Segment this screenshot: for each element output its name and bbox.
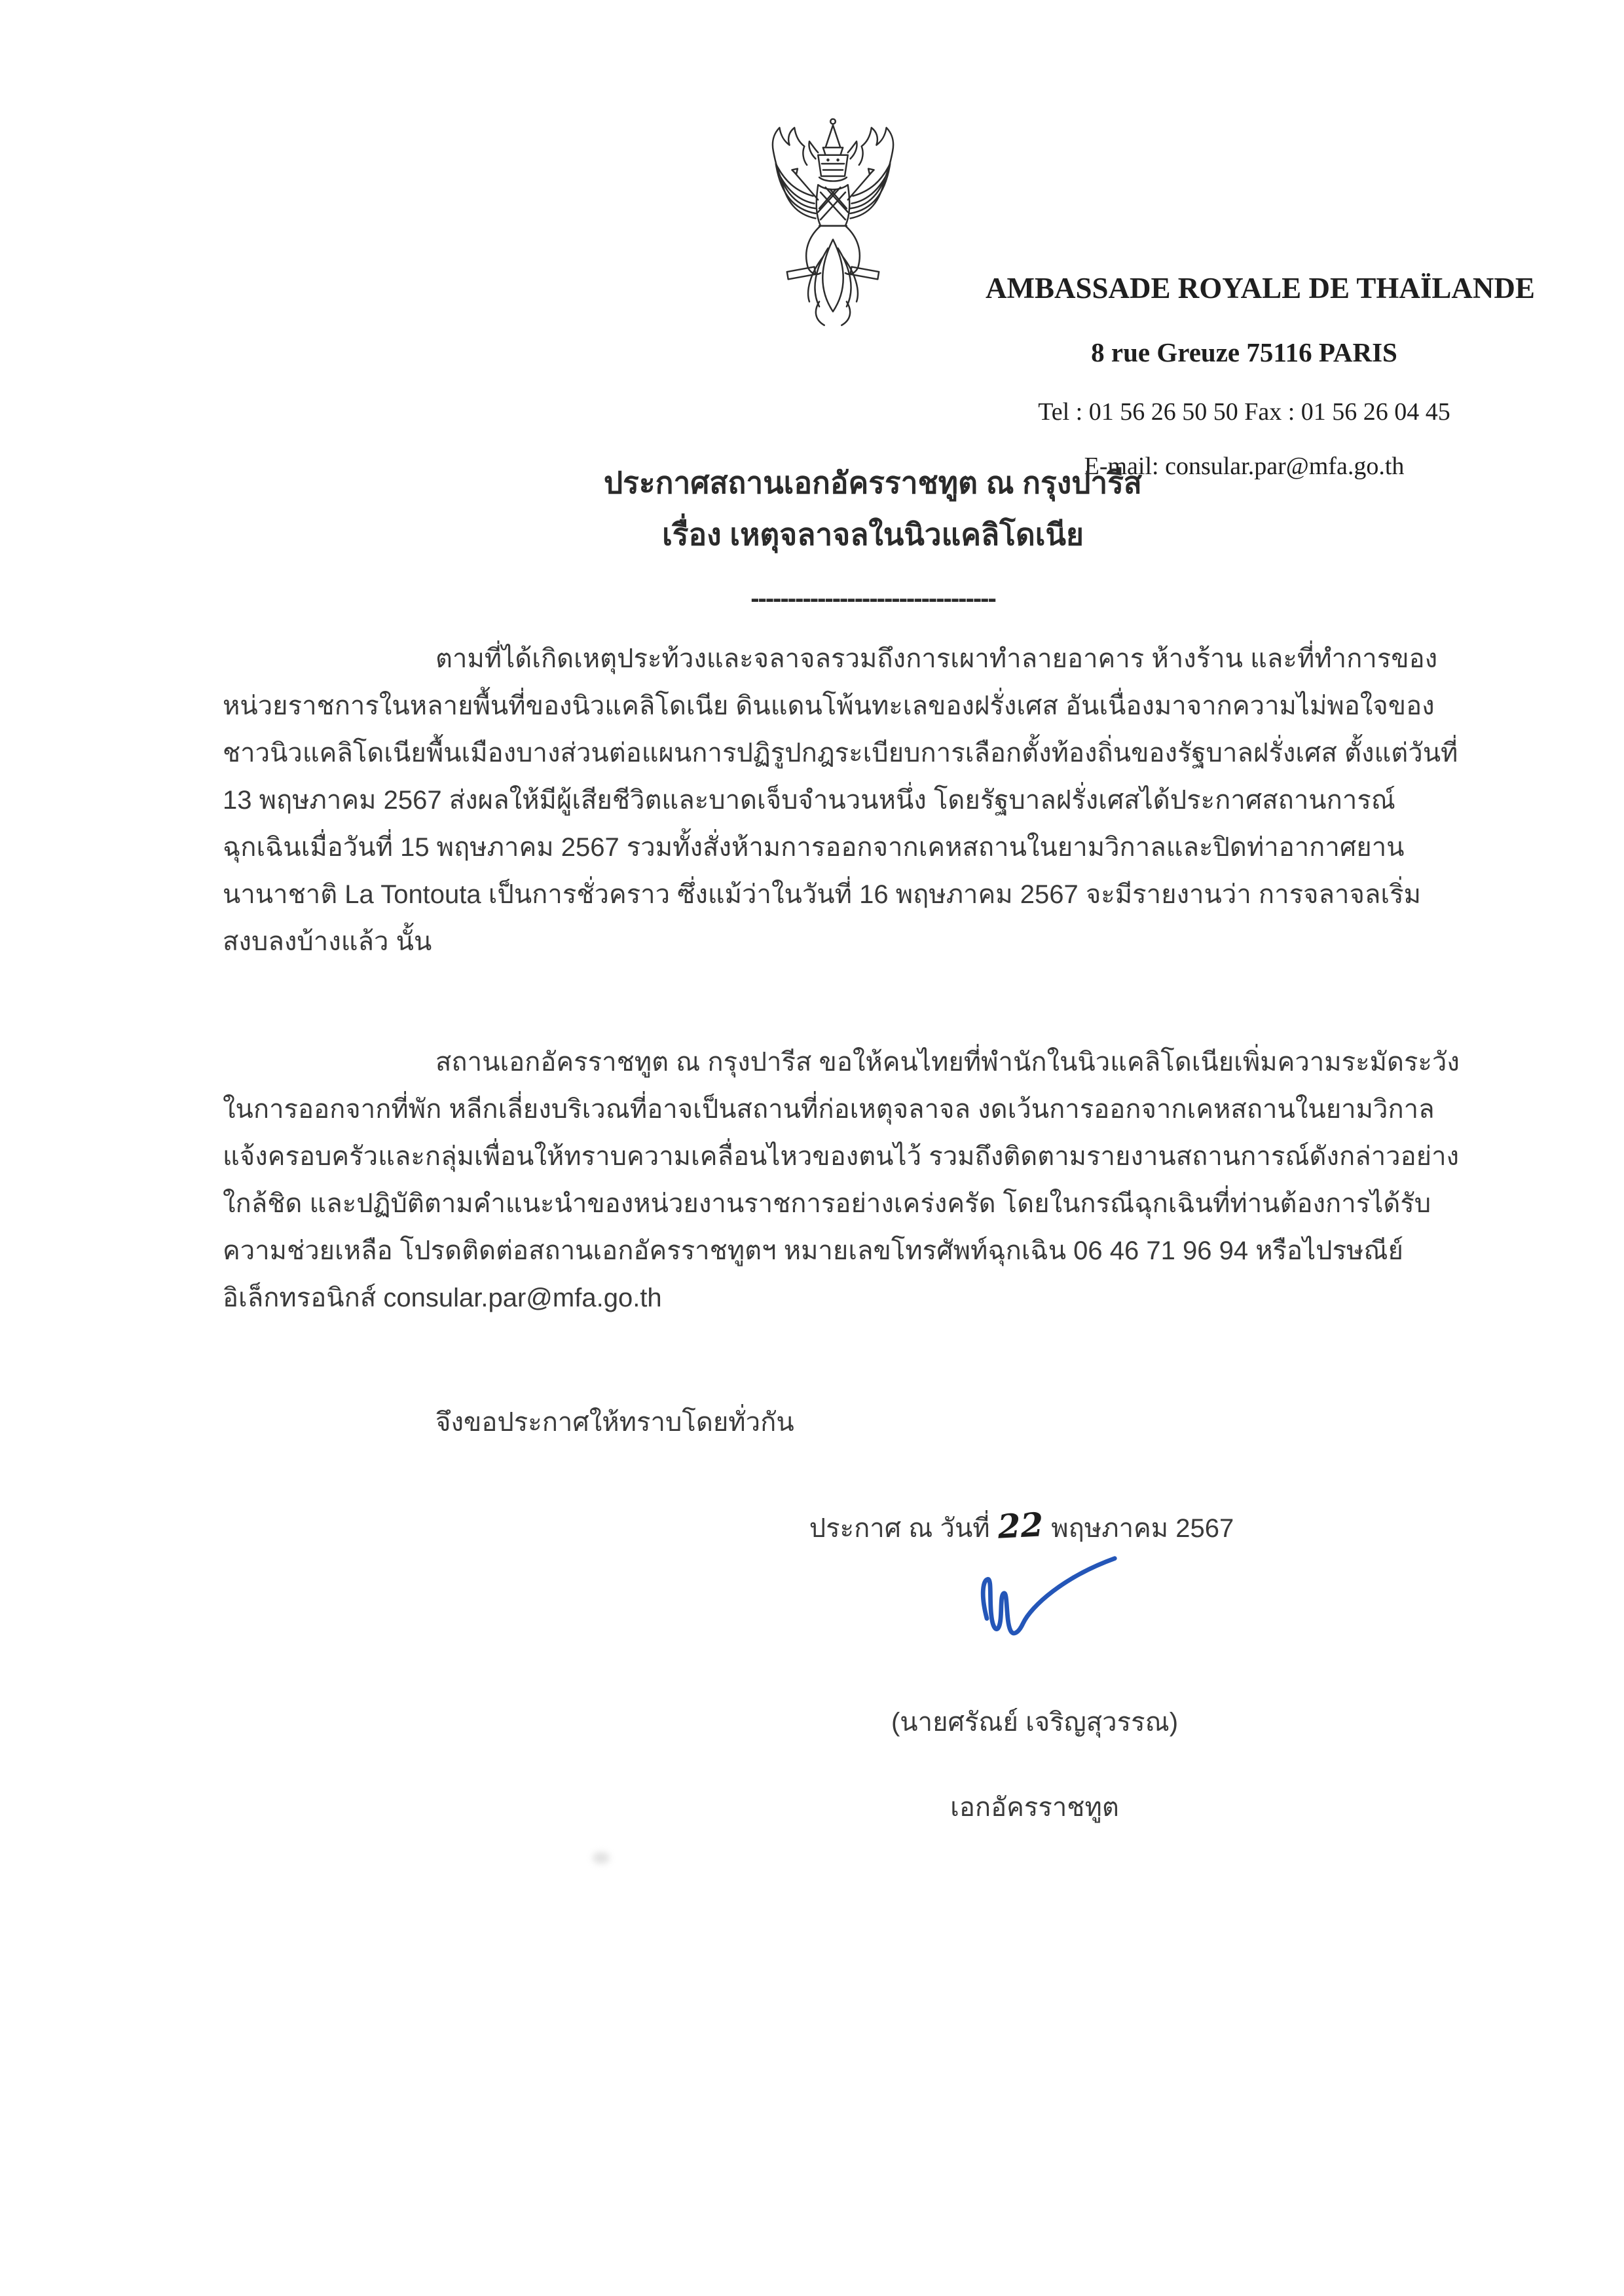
paragraph-line: หน่วยราชการในหลายพื้นที่ของนิวแคลิโดเนีย ดินแดนโพ้นทะเลของฝรั่งเศส อันเนื่องมาจากความไม่พอใจของ [223,692,1435,720]
letterhead [986,272,1535,481]
closing-statement: จึงขอประกาศให้ทราบโดยทั่วกัน [435,1408,794,1437]
garuda-emblem-icon [731,115,935,333]
paragraph-line: ใกล้ชิด และปฏิบัติตามคำแนะนำของหน่วยงานราชการอย่างเคร่งครัด โดยในกรณีฉุกเฉินที่ท่านต้องการได้รับ [223,1189,1431,1218]
date-prefix: ประกาศ ณ วันที่ [809,1514,990,1543]
paragraph-line: สงบลงบ้างแล้ว นั้น [223,927,432,956]
paragraph-line: ในการออกจากที่พัก หลีกเลี่ยงบริเวณที่อาจเป็นสถานที่ก่อเหตุจลาจล งดเว้นการออกจากเคหสถานในยามวิกาล [223,1095,1435,1124]
signer-title: เอกอัครราชทูต [950,1793,1119,1822]
handwritten-day: 22 [997,1505,1044,1546]
signer-block [891,1699,1178,1831]
embassy-address: 8 rue Greuze 75116 PARIS [1091,337,1397,367]
paragraph-line: แจ้งครอบครัวและกลุ่มเพื่อนให้ทราบความเคลื่อนไหวของตนไว้ รวมถึงติดตามรายงานสถานการณ์ดังกล่าวอย่าง [223,1142,1460,1171]
paragraph-line: อิเล็กทรอนิกส์ consular.par@mfa.go.th [223,1284,662,1312]
paragraph-1 [223,635,1458,965]
signature-ink-icon [968,1538,1120,1680]
announcement-subject: เรื่อง เหตุจลาจลในนิวแคลิโดเนีย [662,517,1084,551]
paragraph-line: สถานเอกอัครราชทูต ณ กรุงปารีส ขอให้คนไทยที่พำนักในนิวแคลิโดเนียเพิ่มความระมัดระวัง [435,1048,1460,1077]
paragraph-line: ชาวนิวแคลิโดเนียพื้นเมืองบางส่วนต่อแผนการปฏิรูปกฎระเบียบการเลือกตั้งท้องถิ่นของรัฐบาลฝรั่งเศส ตั้งแต่วันที่ [223,739,1458,768]
paragraph-line: ฉุกเฉินเมื่อวันที่ 15 พฤษภาคม 2567 รวมทั้งสั่งห้ามการออกจากเคหสถานในยามวิกาลและปิดท่าอากาศยาน [223,833,1405,862]
embassy-email: E-mail: consular.par@mfa.go.th [1084,453,1405,480]
announcement-title-block [604,457,1142,612]
date-suffix: พฤษภาคม 2567 [1051,1514,1234,1543]
announcement-title: ประกาศสถานเอกอัครราชทูต ณ กรุงปารีส [603,466,1143,500]
paragraph-line: 13 พฤษภาคม 2567 ส่งผลให้มีผู้เสียชีวิตและบาดเจ็บจำนวนหนึ่ง โดยรัฐบาลฝรั่งเศสได้ประกาศสถานการณ์ [223,786,1395,815]
paragraph-2 [223,1039,1460,1322]
scan-smudge [593,1852,610,1864]
paragraph-line: ตามที่ได้เกิดเหตุประท้วงและจลาจลรวมถึงการเผาทำลายอาคาร ห้างร้าน และที่ทำการของ [435,644,1438,673]
embassy-name: AMBASSADE ROYALE DE THAÏLANDE [986,272,1535,305]
paragraph-line: นานาชาติ La Tontouta เป็นการชั่วคราว ซึ่งแม้ว่าในวันที่ 16 พฤษภาคม 2567 จะมีรายงานว่า การจลาจลเริ่ม [223,880,1421,909]
embassy-tel-fax: Tel : 01 56 26 50 50 Fax : 01 56 26 04 45 [1038,398,1450,426]
title-divider: --------------------------------- [750,584,995,613]
signer-name: (นายศรัณย์ เจริญสุวรรณ) [891,1708,1179,1737]
announcement-body [223,635,1460,1446]
paragraph-line: ความช่วยเหลือ โปรดติดต่อสถานเอกอัครราชทูตฯ หมายเลขโทรศัพท์ฉุกเฉิน 06 46 71 96 94 หรือไปรษณีย์ [223,1236,1403,1265]
